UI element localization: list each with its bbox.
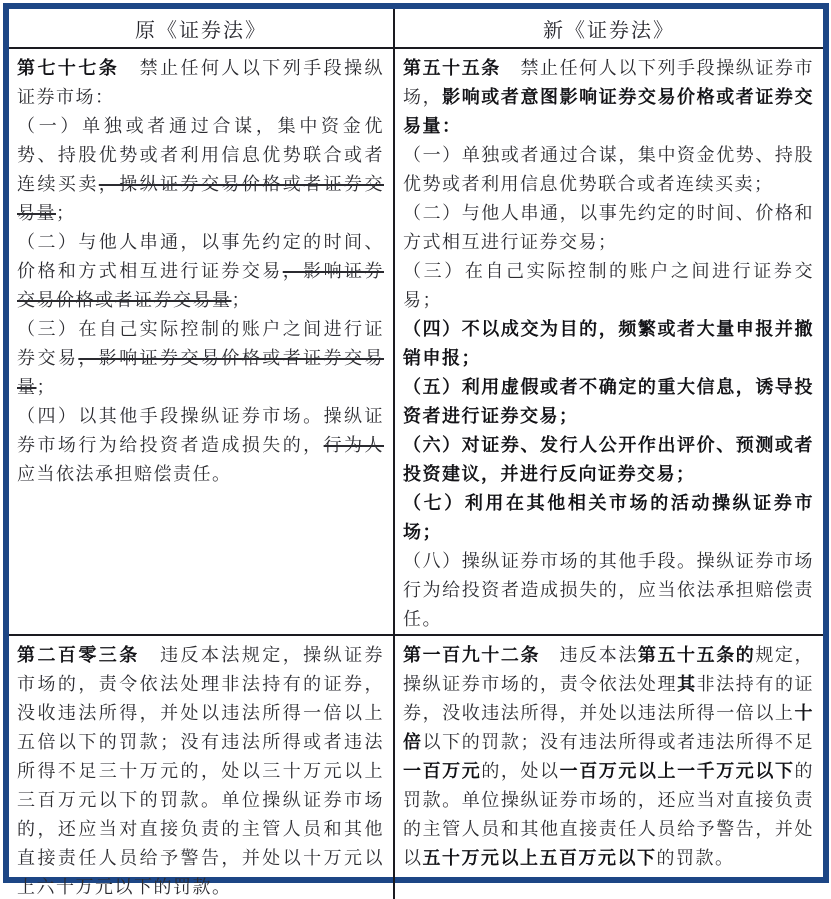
law-paragraph — [403, 257, 814, 315]
law-paragraph — [17, 112, 384, 228]
law-text: 禁止任何人以下列手段操纵证券市场， — [403, 58, 814, 107]
emphasized-text: 十倍 — [403, 703, 814, 752]
column-header-new-law: 新《证券法》 — [393, 9, 823, 47]
law-paragraph — [403, 199, 814, 257]
emphasized-text: 第五十五条的 — [637, 645, 756, 665]
law-text: （三）在自己实际控制的账户之间进行证券交易； — [403, 261, 814, 310]
deleted-text: 行为人 — [323, 435, 385, 455]
law-paragraph — [403, 141, 814, 199]
law-paragraph — [403, 373, 814, 431]
law-paragraph — [403, 54, 814, 141]
law-text: 规定，操纵证券市场的，责令依法处理 — [403, 645, 815, 694]
law-paragraph — [17, 54, 384, 112]
law-text: 违反本法规定，操纵证券市场的，责令依法处理非法持有的证券，没收违法所得，并处以违法所得一倍以上五倍以下的罚款；没有违法所得或者违法所得不足三十万元的，处以三十万元以上三百万元以下的罚款。单位操纵证券市场的，还应当对直接负责的主管人员和其他直接责任人员给予警告，并处以十万元以上六十万元以下的罚款。 — [17, 645, 385, 897]
emphasized-text: 一百万元以上一千万元以下 — [559, 761, 795, 781]
law-text: （一）单独或者通过合谋，集中资金优势、持股优势或者利用信息优势联合或者连续买卖； — [403, 145, 814, 194]
law-paragraph — [17, 228, 384, 315]
law-text: （四）以其他手段操纵证券市场。操纵证券市场行为给投资者造成损失的， — [17, 406, 384, 455]
law-text: 应当依法承担赔偿责任。 — [17, 464, 232, 484]
emphasized-text: 第一百九十二条 — [403, 645, 541, 665]
law-paragraph — [403, 431, 814, 489]
column-header-old-law: 原《证券法》 — [135, 19, 267, 42]
law-paragraph — [403, 641, 814, 873]
law-text: 非法持有的证券，没收违法所得，并处以违法所得一倍以上 — [403, 674, 815, 723]
law-text: ； — [36, 377, 56, 397]
emphasized-text: 其 — [677, 674, 697, 694]
law-text: （二）与他人串通，以事先约定的时间、价格和方式相互进行证券交易 — [17, 232, 384, 281]
comparison-table — [3, 3, 829, 897]
emphasized-text: 第七十七条 — [17, 58, 120, 78]
law-paragraph — [17, 402, 384, 489]
table-header-row — [9, 9, 823, 49]
law-paragraph — [403, 489, 814, 547]
emphasized-text: （七）利用在其他相关市场的活动操纵证券市场； — [403, 493, 814, 542]
emphasized-text: （六）对证券、发行人公开作出评价、预测或者投资建议，并进行反向证券交易； — [403, 435, 814, 484]
law-text: （八）操纵证券市场的其他手段。操纵证券市场行为给投资者造成损失的，应当依法承担赔偿责任。 — [403, 551, 814, 629]
law-text: ； — [231, 290, 251, 310]
emphasized-text: 第五十五条 — [403, 58, 501, 78]
emphasized-text: （五）利用虚假或者不确定的重大信息，诱导投资者进行证券交易； — [403, 377, 814, 426]
law-text: （二）与他人串通，以事先约定的时间、价格和方式相互进行证券交易； — [403, 203, 814, 252]
law-paragraph — [17, 315, 384, 402]
law-text: （一）单独或者通过合谋，集中资金优势、持股优势或者利用信息优势联合或者连续买卖 — [17, 116, 384, 194]
old-law-article-203-cell — [9, 636, 393, 899]
deleted-text: ，影响证券交易价格或者证券交易量 — [17, 261, 384, 310]
new-law-article-192-cell — [393, 636, 823, 899]
new-law-article-55-cell — [393, 49, 823, 634]
table-row-penalty-clauses — [9, 636, 823, 899]
emphasized-text: 影响或者意图影响证券交易价格或者证券交易量： — [403, 87, 815, 136]
law-text: 以下的罚款；没有违法所得或者违法所得不足 — [422, 732, 815, 752]
deleted-text: ，操纵证券交易价格或者证券交易量 — [17, 174, 384, 223]
deleted-text: ，影响证券交易价格或者证券交易量 — [17, 348, 385, 397]
law-text: ； — [56, 203, 76, 223]
law-paragraph — [403, 315, 814, 373]
emphasized-text: 第二百零三条 — [17, 645, 140, 665]
law-text: 的，处以 — [481, 761, 560, 781]
emphasized-text: 一百万元 — [403, 761, 482, 781]
law-text: 的罚款。 — [656, 848, 735, 868]
law-text: 违反本法 — [540, 645, 638, 665]
table-row-manipulation-clauses — [9, 49, 823, 636]
law-text: （三）在自己实际控制的账户之间进行证券交易 — [17, 319, 384, 368]
emphasized-text: （四）不以成交为目的，频繁或者大量申报并撤销申报； — [403, 319, 814, 368]
old-law-article-77-cell — [9, 49, 393, 634]
law-text: 的罚款。单位操纵证券市场的，还应当对直接负责的主管人员和其他直接责任人员给予警告，并处以 — [403, 761, 815, 868]
law-paragraph — [403, 547, 814, 634]
law-paragraph — [17, 641, 384, 899]
law-text: 禁止任何人以下列手段操纵证券市场： — [17, 58, 385, 107]
emphasized-text: 五十万元以上五百万元以下 — [422, 848, 657, 868]
